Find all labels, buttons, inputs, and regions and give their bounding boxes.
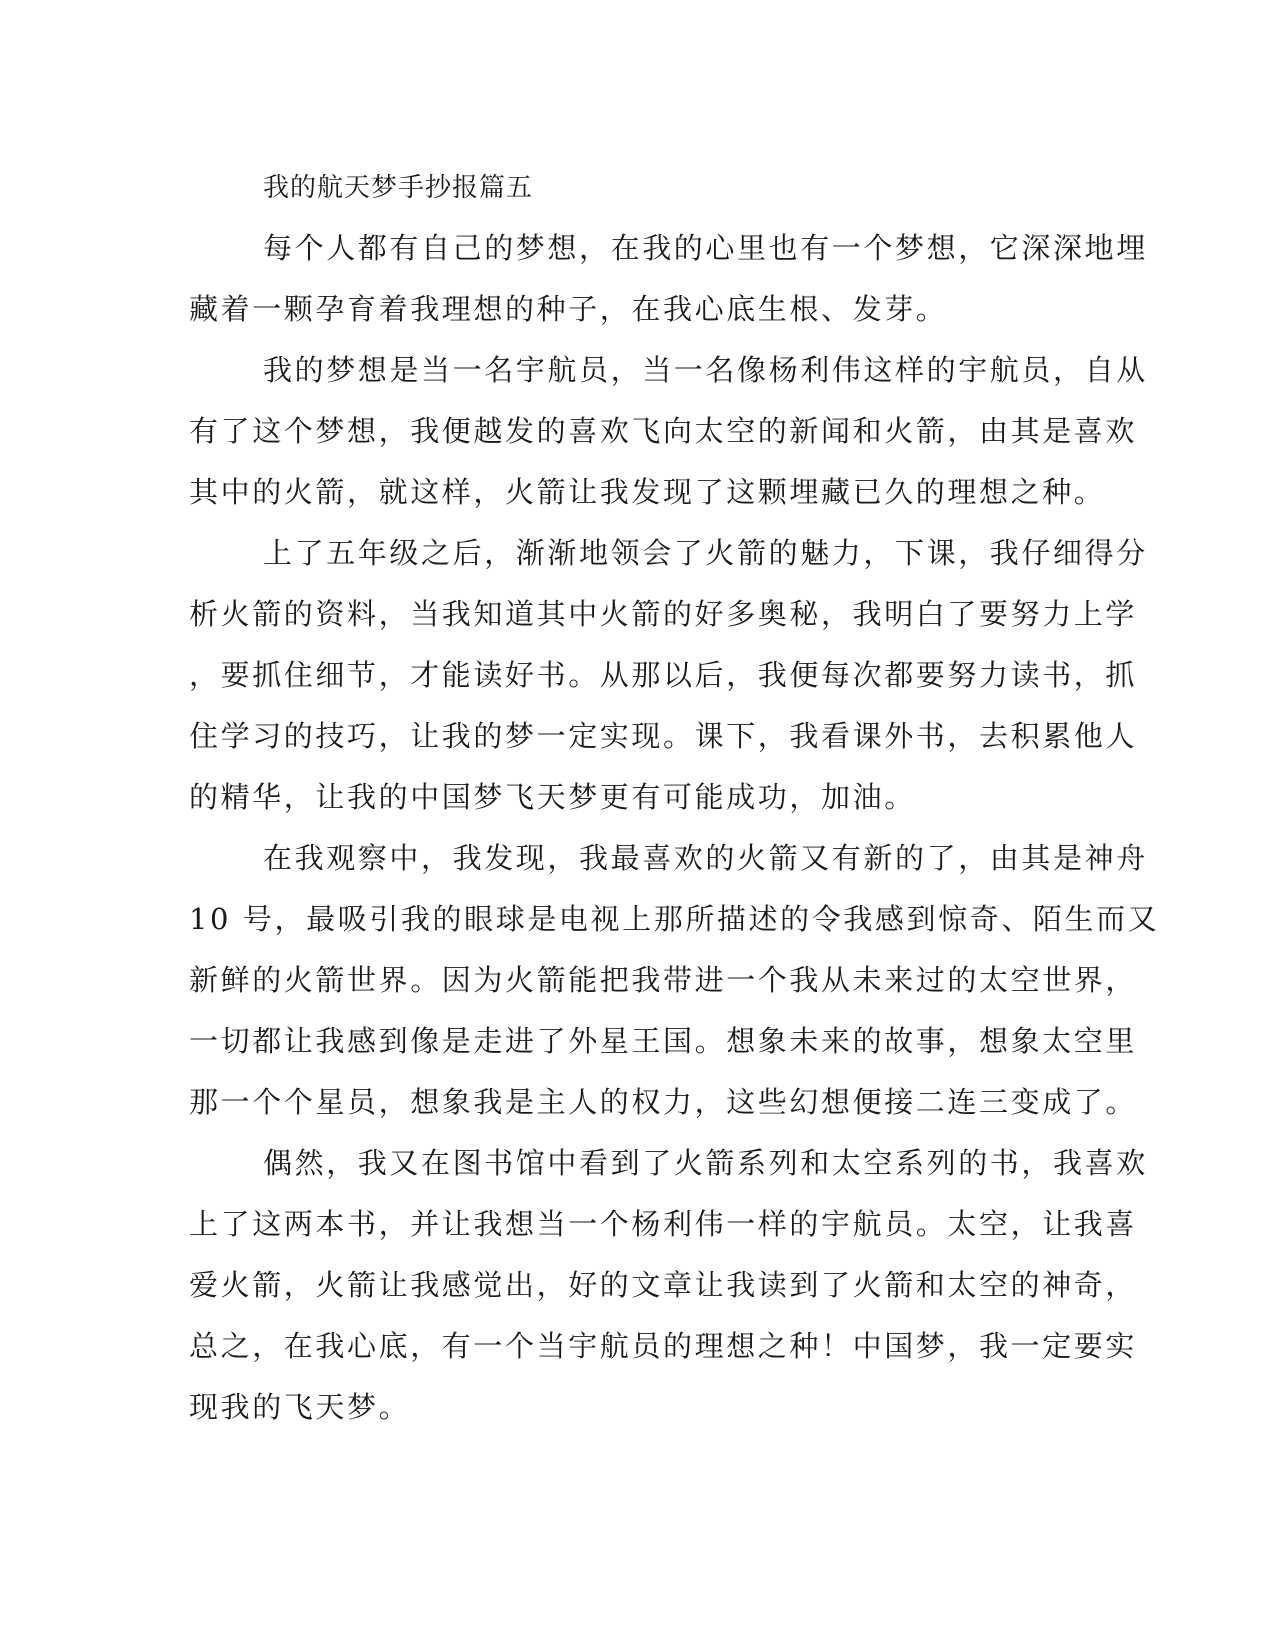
- paragraph-line: 每个人都有自己的梦想，在我的心里也有一个梦想，它深深地埋: [263, 231, 1148, 265]
- paragraph-line: 现我的飞天梦。: [189, 1390, 411, 1424]
- paragraph-line: 一切都让我感到像是走进了外星王国。想象未来的故事，想象太空里: [189, 1024, 1138, 1058]
- paragraph-line: 新鲜的火箭世界。因为火箭能把我带进一个我从未来过的太空世界，: [189, 963, 1138, 997]
- paragraph-line: 那一个个星员，想象我是主人的权力，这些幻想便接二连三变成了。: [189, 1085, 1138, 1119]
- paragraph-line: 析火箭的资料，当我知道其中火箭的好多奥秘，我明白了要努力上学: [189, 597, 1138, 631]
- paragraph-line: 在我观察中，我发现，我最喜欢的火箭又有新的了，由其是神舟: [263, 841, 1148, 875]
- paragraph-line: 其中的火箭，就这样，火箭让我发现了这颗埋藏已久的理想之种。: [189, 475, 1106, 509]
- paragraph-3: [189, 523, 1148, 828]
- paragraph-line: 上了这两本书，并让我想当一个杨利伟一样的宇航员。太空，让我喜: [189, 1207, 1138, 1241]
- document-body: [189, 218, 1160, 1438]
- paragraph-line: 爱火箭，火箭让我感觉出，好的文章让我读到了火箭和太空的神奇，: [189, 1268, 1138, 1302]
- paragraph-line: 上了五年级之后，渐渐地领会了火箭的魅力，下课，我仔细得分: [263, 536, 1148, 570]
- paragraph-line: 的精华，让我的中国梦飞天梦更有可能成功，加油。: [189, 780, 916, 814]
- paragraph-5: [189, 1133, 1148, 1438]
- paragraph-line: 有了这个梦想，我便越发的喜欢飞向太空的新闻和火箭，由其是喜欢: [189, 414, 1138, 448]
- paragraph-line: 住学习的技巧，让我的梦一定实现。课下，我看课外书，去积累他人: [189, 719, 1138, 753]
- paragraph-line: 我的梦想是当一名宇航员，当一名像杨利伟这样的宇航员，自从: [263, 353, 1148, 387]
- paragraph-line: 偶然，我又在图书馆中看到了火箭系列和太空系列的书，我喜欢: [263, 1146, 1148, 1180]
- paragraph-line: 藏着一颗孕育着我理想的种子，在我心底生根、发芽。: [189, 292, 948, 326]
- paragraph-2: [189, 340, 1148, 523]
- document-title: 我的航天梦手抄报篇五: [263, 173, 534, 203]
- paragraph-line: 10 号，最吸引我的眼球是电视上那所描述的令我感到惊奇、陌生而又: [189, 902, 1160, 936]
- paragraph-line: ，要抓住细节，才能读好书。从那以后，我便每次都要努力读书，抓: [189, 658, 1138, 692]
- paragraph-line: 总之，在我心底，有一个当宇航员的理想之种！中国梦，我一定要实: [189, 1329, 1138, 1363]
- paragraph-1: [189, 218, 1148, 340]
- paragraph-4: [189, 828, 1160, 1133]
